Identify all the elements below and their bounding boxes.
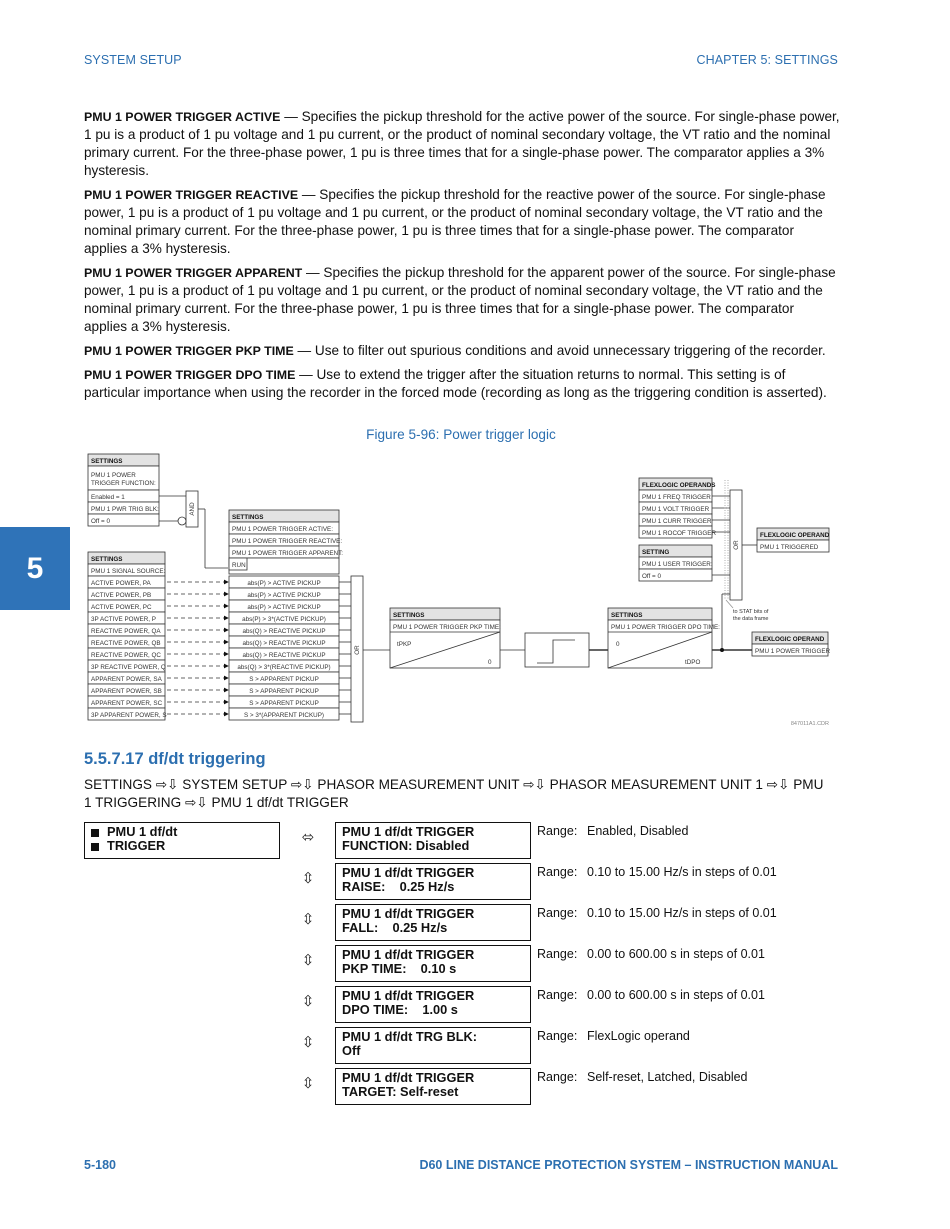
and-gate-label: AND — [189, 502, 196, 516]
range-value: 0.00 to 600.00 s in steps of 0.01 — [587, 988, 765, 1002]
setting-line1: PMU 1 df/dt TRIGGER — [342, 1070, 475, 1085]
user-trigger-label: PMU 1 USER TRIGGER: — [642, 561, 713, 568]
setting-pkp-time[interactable] — [335, 945, 531, 982]
range-label: Range: — [537, 1029, 578, 1043]
menu-row — [0, 986, 950, 1024]
term: PMU 1 POWER TRIGGER ACTIVE — [84, 110, 281, 124]
menu-row — [0, 945, 950, 983]
pkp-zero: 0 — [488, 659, 492, 666]
pickup-reactive: PMU 1 POWER TRIGGER REACTIVE: — [232, 538, 343, 545]
menu-path: SETTINGS ⇨⇩ SYSTEM SETUP ⇨⇩ PHASOR MEASUREMENT UNIT ⇨⇩ PHASOR MEASUREMENT UNIT 1 ⇨⇩ PMU 1 TRIGGERING ⇨⇩ PMU 1 df/dt TRIGGER — [84, 777, 824, 810]
svg-text:abs(Q) > REACTIVE PICKUP: abs(Q) > REACTIVE PICKUP — [242, 652, 326, 659]
setting-line2: FALL: 0.25 Hz/s — [342, 920, 448, 935]
range-value: 0.00 to 600.00 s in steps of 0.01 — [587, 947, 765, 961]
setting-line2: PKP TIME: 0.10 s — [342, 961, 457, 976]
setting-line2: FUNCTION: Disabled — [342, 838, 470, 853]
chapter-tab — [0, 527, 70, 610]
setting-fall[interactable] — [335, 904, 531, 941]
svg-text:S > 3*(APPARENT PICKUP): S > 3*(APPARENT PICKUP) — [243, 712, 325, 719]
triggered-operand-title: FLEXLOGIC OPERAND — [760, 532, 830, 539]
source-block-title: SETTINGS — [91, 556, 123, 563]
range-value: FlexLogic operand — [587, 1029, 690, 1043]
range-label: Range: — [537, 988, 578, 1002]
description: — Use to filter out spurious conditions and avoid unnecessary triggering of the recorder. — [293, 343, 826, 358]
blk-off: Off = 0 — [91, 518, 110, 525]
term: PMU 1 POWER TRIGGER DPO TIME — [84, 368, 296, 382]
range-label: Range: — [537, 906, 578, 920]
svg-text:abs(P) > ACTIVE PICKUP: abs(P) > ACTIVE PICKUP — [247, 580, 321, 587]
svg-text:REACTIVE POWER, QA: REACTIVE POWER, QA — [91, 628, 161, 635]
pickup-apparent: PMU 1 POWER TRIGGER APPARENT: — [232, 550, 344, 557]
pkp-timer-title: SETTINGS — [393, 612, 425, 619]
power-trigger-operand-title: FLEXLOGIC OPERAND — [755, 636, 825, 643]
term: PMU 1 POWER TRIGGER REACTIVE — [84, 188, 299, 202]
svg-text:abs(P) > ACTIVE PICKUP: abs(P) > ACTIVE PICKUP — [247, 592, 321, 599]
paragraph-dpo-time — [84, 366, 840, 402]
dpo-zero: 0 — [616, 641, 620, 648]
svg-text:PMU 1 VOLT TRIGGER: PMU 1 VOLT TRIGGER — [642, 506, 710, 513]
setting-line1: PMU 1 df/dt TRIGGER — [342, 824, 475, 839]
paragraph-active — [84, 108, 840, 180]
stat-note-2: the data frame — [733, 616, 769, 622]
up-down-arrow-icon: ⇳ — [301, 911, 315, 928]
svg-text:abs(P) > ACTIVE PICKUP: abs(P) > ACTIVE PICKUP — [247, 604, 321, 611]
up-down-arrow-icon: ⇳ — [301, 1075, 315, 1092]
svg-text:S > APPARENT PICKUP: S > APPARENT PICKUP — [249, 676, 319, 683]
function-block-title: SETTINGS — [91, 458, 123, 465]
setting-line1: PMU 1 df/dt TRIGGER — [342, 865, 475, 880]
running-header-chapter: CHAPTER 5: SETTINGS — [696, 53, 838, 67]
pkp-t-label: tPKP — [397, 641, 412, 648]
page-number: 5-180 — [84, 1158, 116, 1172]
description: — Specifies the pickup threshold for the active power of the source. For single-phase power, 1 pu is a product of 1 pu voltage and 1 pu current, or the product of nominal secondary voltage, the VT ratio and the nominal primary current. For the three-phase power, 1 pu is three times that for a single-phase power. The comparator applies a 3% hysteresis. — [84, 109, 840, 178]
menu-row — [0, 1068, 950, 1106]
svg-text:abs(Q) > REACTIVE PICKUP: abs(Q) > REACTIVE PICKUP — [242, 640, 326, 647]
user-trigger-off: Off = 0 — [642, 573, 661, 580]
or-gate-1-label: OR — [354, 645, 361, 655]
setting-line1: PMU 1 df/dt TRIGGER — [342, 947, 475, 962]
paragraph-pkp-time — [84, 342, 840, 360]
manual-title: D60 LINE DISTANCE PROTECTION SYSTEM – INSTRUCTION MANUAL — [419, 1158, 838, 1172]
user-trigger-title: SETTING — [642, 549, 670, 556]
paragraph-apparent — [84, 264, 840, 336]
running-header-section: SYSTEM SETUP — [84, 53, 182, 67]
term: PMU 1 POWER TRIGGER PKP TIME — [84, 344, 294, 358]
range-value: Enabled, Disabled — [587, 824, 689, 838]
range-label: Range: — [537, 865, 578, 879]
dpo-timer-title: SETTINGS — [611, 612, 643, 619]
setting-line2: TARGET: Self-reset — [342, 1084, 459, 1099]
bullet-square-icon — [91, 843, 99, 851]
dpo-t-label: tDPO — [685, 659, 701, 666]
function-enabled: Enabled = 1 — [91, 494, 125, 501]
svg-text:abs(Q) > 3*(REACTIVE PICKUP): abs(Q) > 3*(REACTIVE PICKUP) — [237, 664, 331, 671]
power-trigger-operand-value: PMU 1 POWER TRIGGER — [755, 648, 831, 655]
menu-row — [0, 863, 950, 901]
setting-target[interactable] — [335, 1068, 531, 1105]
chapter-number: 5 — [26, 551, 44, 585]
function-label-2: TRIGGER FUNCTION: — [91, 480, 156, 487]
description: — Specifies the pickup threshold for the reactive power of the source. For single-phase power, 1 pu is a product of 1 pu voltage and 1 pu current, or the product of nominal secondary voltage, the VT ratio and the nominal primary current. For the three-phase power, 1 pu is three times that for a single-phase power. The comparator applies a 3% hysteresis. — [84, 187, 826, 256]
range-label: Range: — [537, 947, 578, 961]
setting-line1: PMU 1 df/dt TRG BLK: — [342, 1029, 478, 1044]
setting-dpo-time[interactable] — [335, 986, 531, 1023]
pickup-block-title: SETTINGS — [232, 514, 264, 521]
up-down-arrow-icon: ⇳ — [301, 870, 315, 887]
svg-text:APPARENT POWER, SB: APPARENT POWER, SB — [91, 688, 162, 695]
menu-row — [0, 904, 950, 942]
paragraph-reactive — [84, 186, 840, 258]
menu-heading-box[interactable] — [84, 822, 280, 859]
setting-function[interactable] — [335, 822, 531, 859]
up-down-arrow-icon: ⇳ — [301, 1034, 315, 1051]
menu-row — [0, 822, 950, 860]
svg-text:PMU 1 FREQ TRIGGER: PMU 1 FREQ TRIGGER — [642, 494, 711, 501]
pkp-timer-label: PMU 1 POWER TRIGGER PKP TIME: — [393, 624, 501, 631]
setting-raise[interactable] — [335, 863, 531, 900]
svg-text:S > APPARENT PICKUP: S > APPARENT PICKUP — [249, 688, 319, 695]
figure-caption: Figure 5-96: Power trigger logic — [366, 427, 556, 442]
dpo-timer-label: PMU 1 POWER TRIGGER DPO TIME: — [611, 624, 720, 631]
range-value: 0.10 to 15.00 Hz/s in steps of 0.01 — [587, 906, 777, 920]
bullet-square-icon — [91, 829, 99, 837]
term: PMU 1 POWER TRIGGER APPARENT — [84, 266, 303, 280]
setting-line2: RAISE: 0.25 Hz/s — [342, 879, 455, 894]
power-trigger-logic-diagram — [85, 450, 845, 735]
svg-text:REACTIVE POWER, QB: REACTIVE POWER, QB — [91, 640, 161, 647]
blk-label: PMU 1 PWR TRIG BLK: — [91, 506, 159, 513]
svg-text:3P ACTIVE POWER, P: 3P ACTIVE POWER, P — [91, 616, 156, 623]
left-right-arrow-icon: ⬄ — [301, 829, 315, 846]
stat-note-1: to STAT bits of — [733, 609, 769, 615]
or-gate-2-label: OR — [733, 540, 740, 550]
description: — Specifies the pickup threshold for the apparent power of the source. For single-phase power, 1 pu is a product of 1 pu voltage and 1 pu current, or the product of nominal secondary voltage, the VT ratio and the nominal primary current. For the three-phase power, 1 pu is three times that for a single-phase power. The comparator applies a 3% hysteresis. — [84, 265, 836, 334]
svg-text:3P REACTIVE POWER, Q: 3P REACTIVE POWER, Q — [91, 664, 166, 671]
up-down-arrow-icon: ⇳ — [301, 952, 315, 969]
menu-heading-line1: PMU 1 df/dt — [107, 824, 178, 839]
section-heading: 5.5.7.17 df/dt triggering — [84, 750, 266, 768]
svg-text:ACTIVE POWER, PC: ACTIVE POWER, PC — [91, 604, 152, 611]
pickup-active: PMU 1 POWER TRIGGER ACTIVE: — [232, 526, 333, 533]
flexlogic-operands-title: FLEXLOGIC OPERANDS — [642, 482, 716, 489]
setting-line1: PMU 1 df/dt TRIGGER — [342, 906, 475, 921]
run-label: RUN — [232, 562, 246, 569]
menu-row — [0, 1027, 950, 1065]
svg-text:3P APPARENT POWER, S: 3P APPARENT POWER, S — [91, 712, 167, 719]
svg-text:APPARENT POWER, SC: APPARENT POWER, SC — [91, 700, 163, 707]
triggered-operand-value: PMU 1 TRIGGERED — [760, 544, 819, 551]
range-value: 0.10 to 15.00 Hz/s in steps of 0.01 — [587, 865, 777, 879]
svg-text:ACTIVE POWER, PB: ACTIVE POWER, PB — [91, 592, 152, 599]
setting-trg-blk[interactable] — [335, 1027, 531, 1064]
function-label-1: PMU 1 POWER — [91, 472, 136, 479]
svg-text:REACTIVE POWER, QC: REACTIVE POWER, QC — [91, 652, 161, 659]
svg-text:abs(P) > 3*(ACTIVE PICKUP): abs(P) > 3*(ACTIVE PICKUP) — [242, 616, 326, 623]
body-text — [84, 108, 840, 408]
setting-line1: PMU 1 df/dt TRIGGER — [342, 988, 475, 1003]
setting-line2: Off — [342, 1043, 361, 1058]
range-value: Self-reset, Latched, Disabled — [587, 1070, 748, 1084]
setting-line2: DPO TIME: 1.00 s — [342, 1002, 458, 1017]
svg-text:abs(Q) > REACTIVE PICKUP: abs(Q) > REACTIVE PICKUP — [242, 628, 326, 635]
svg-text:PMU 1 CURR TRIGGER: PMU 1 CURR TRIGGER — [642, 518, 712, 525]
drawing-id: 847011A1.CDR — [790, 721, 829, 727]
source-label: PMU 1 SIGNAL SOURCE: — [91, 568, 166, 575]
svg-text:APPARENT POWER, SA: APPARENT POWER, SA — [91, 676, 162, 683]
svg-text:PMU 1 ROCOF TRIGGER: PMU 1 ROCOF TRIGGER — [642, 530, 717, 537]
svg-text:S > APPARENT PICKUP: S > APPARENT PICKUP — [249, 700, 319, 707]
svg-text:ACTIVE POWER, PA: ACTIVE POWER, PA — [91, 580, 151, 587]
menu-heading-line2: TRIGGER — [107, 838, 166, 853]
up-down-arrow-icon: ⇳ — [301, 993, 315, 1010]
range-label: Range: — [537, 824, 578, 838]
description: — Use to extend the trigger after the situation returns to normal. This setting is of particular importance when using the recorder in the forced mode (recording as long as the triggering condition is asserted). — [84, 367, 827, 400]
range-label: Range: — [537, 1070, 578, 1084]
